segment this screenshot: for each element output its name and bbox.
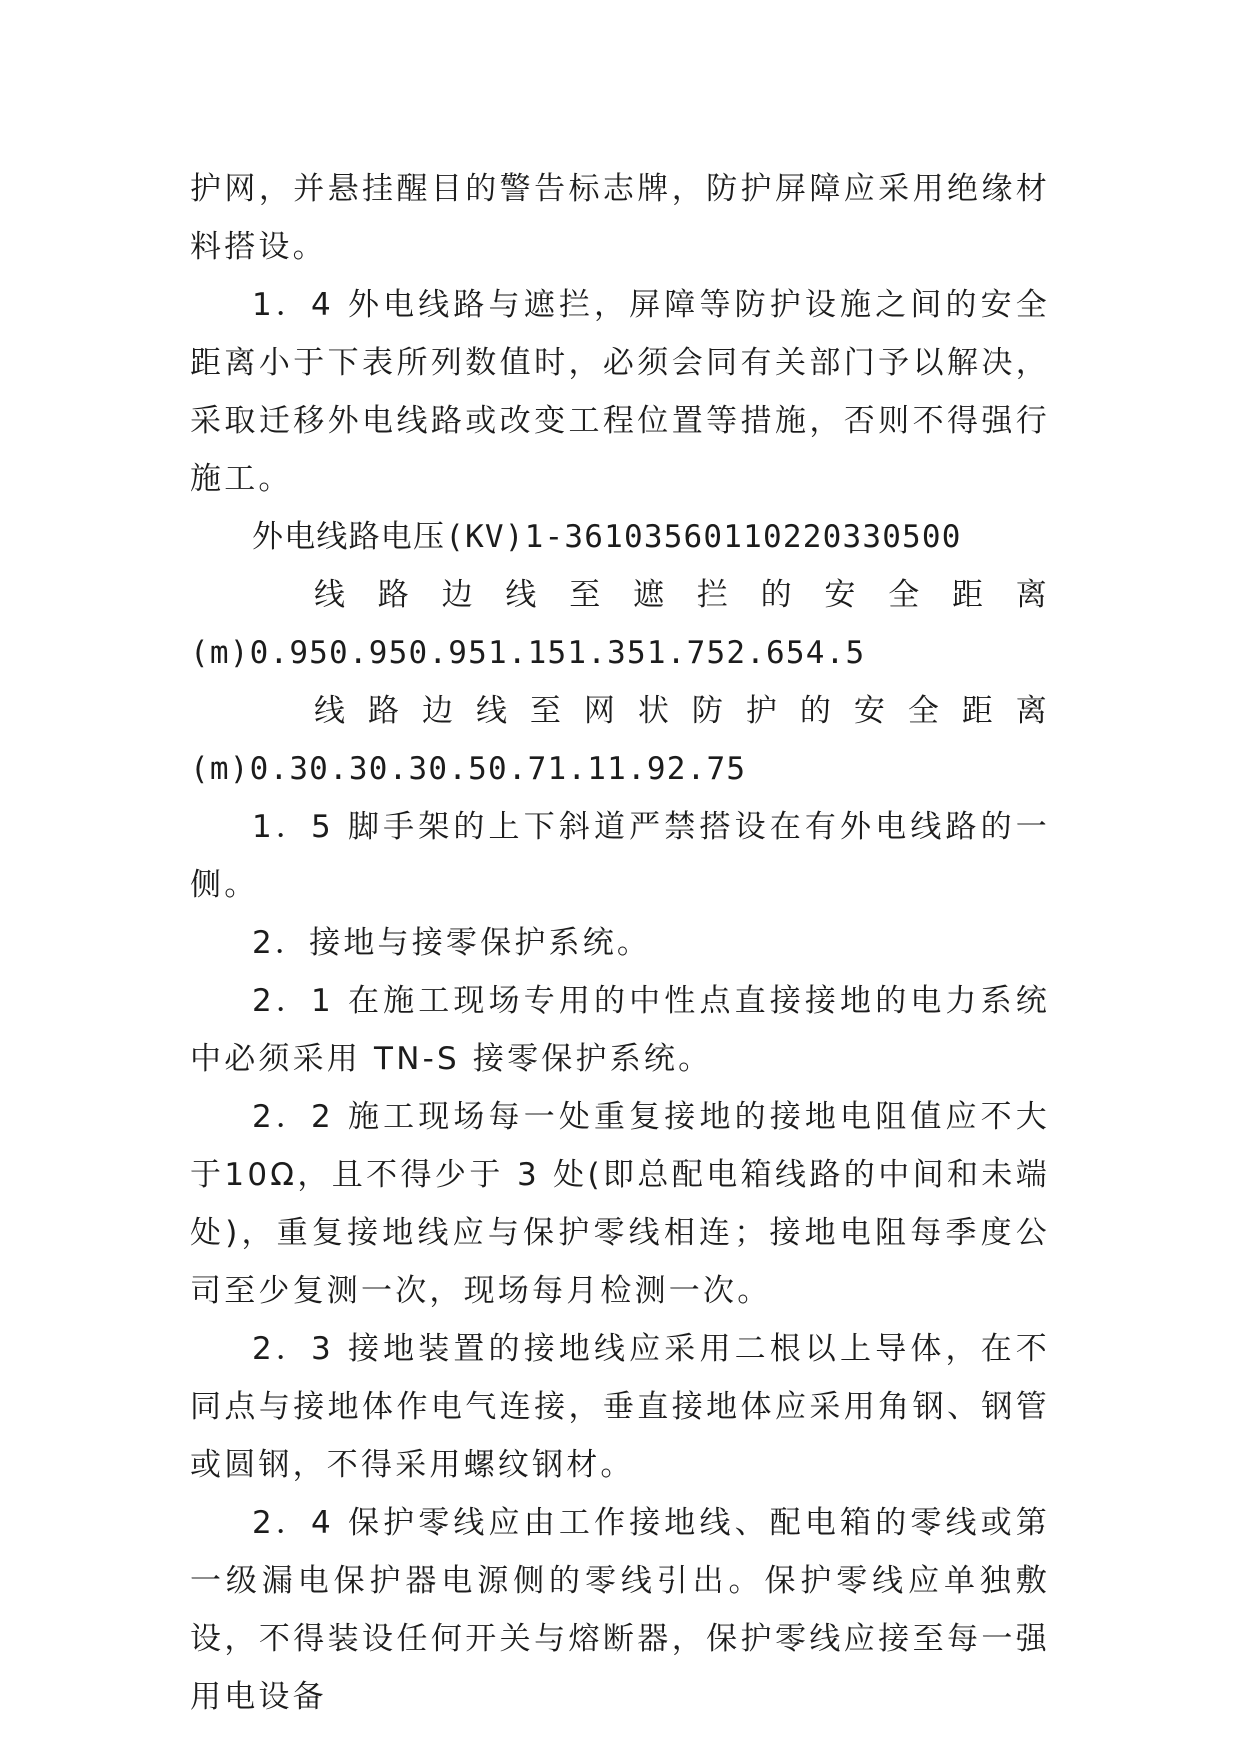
paragraph-2-2: 2．2 施工现场每一处重复接地的接地电阻值应不大于10Ω，且不得少于 3 处(即总配电箱线路的中间和未端处)，重复接地线应与保护零线相连；接地电阻每季度公司至少复测一次，现场每月检测一次。 bbox=[190, 1099, 1050, 1309]
mesh-distance-values: (m)0.30.30.30.50.71.11.92.75 bbox=[190, 751, 747, 787]
voltage-table-row: 外电线路电压(KV)1-36103560110220330500 bbox=[252, 519, 962, 555]
paragraph-2-3: 2．3 接地装置的接地线应采用二根以上导体，在不同点与接地体作电气连接，垂直接地体应采用角钢、钢管或圆钢，不得采用螺纹钢材。 bbox=[190, 1331, 1050, 1483]
document-body bbox=[190, 160, 1050, 1726]
paragraph-2-1: 2．1 在施工现场专用的中性点直接接地的电力系统中必须采用 TN-S 接零保护系统。 bbox=[190, 983, 1050, 1077]
mesh-distance-label: 线路边线至网状防护的安全距离 bbox=[314, 693, 1050, 729]
paragraph-1-5: 1．5 脚手架的上下斜道严禁搭设在有外电线路的一侧。 bbox=[190, 809, 1050, 903]
paragraph-1-4: 1．4 外电线路与遮拦，屏障等防护设施之间的安全距离小于下表所列数值时，必须会同有关部门予以解决，采取迁移外电线路或改变工程位置等措施，否则不得强行施工。 bbox=[190, 287, 1050, 497]
barrier-distance-label: 线路边线至遮拦的安全距离 bbox=[314, 577, 1050, 613]
section-2-heading: 2．接地与接零保护系统。 bbox=[252, 925, 652, 961]
barrier-distance-values: (m)0.950.950.951.151.351.752.654.5 bbox=[190, 635, 866, 671]
paragraph-2-4: 2．4 保护零线应由工作接地线、配电箱的零线或第一级漏电保护器电源侧的零线引出。保护零线应单独敷设，不得装设任何开关与熔断器，保护零线应接至每一强用电设备 bbox=[190, 1505, 1050, 1715]
paragraph-continuation: 护网，并悬挂醒目的警告标志牌，防护屏障应采用绝缘材料搭设。 bbox=[190, 171, 1050, 265]
